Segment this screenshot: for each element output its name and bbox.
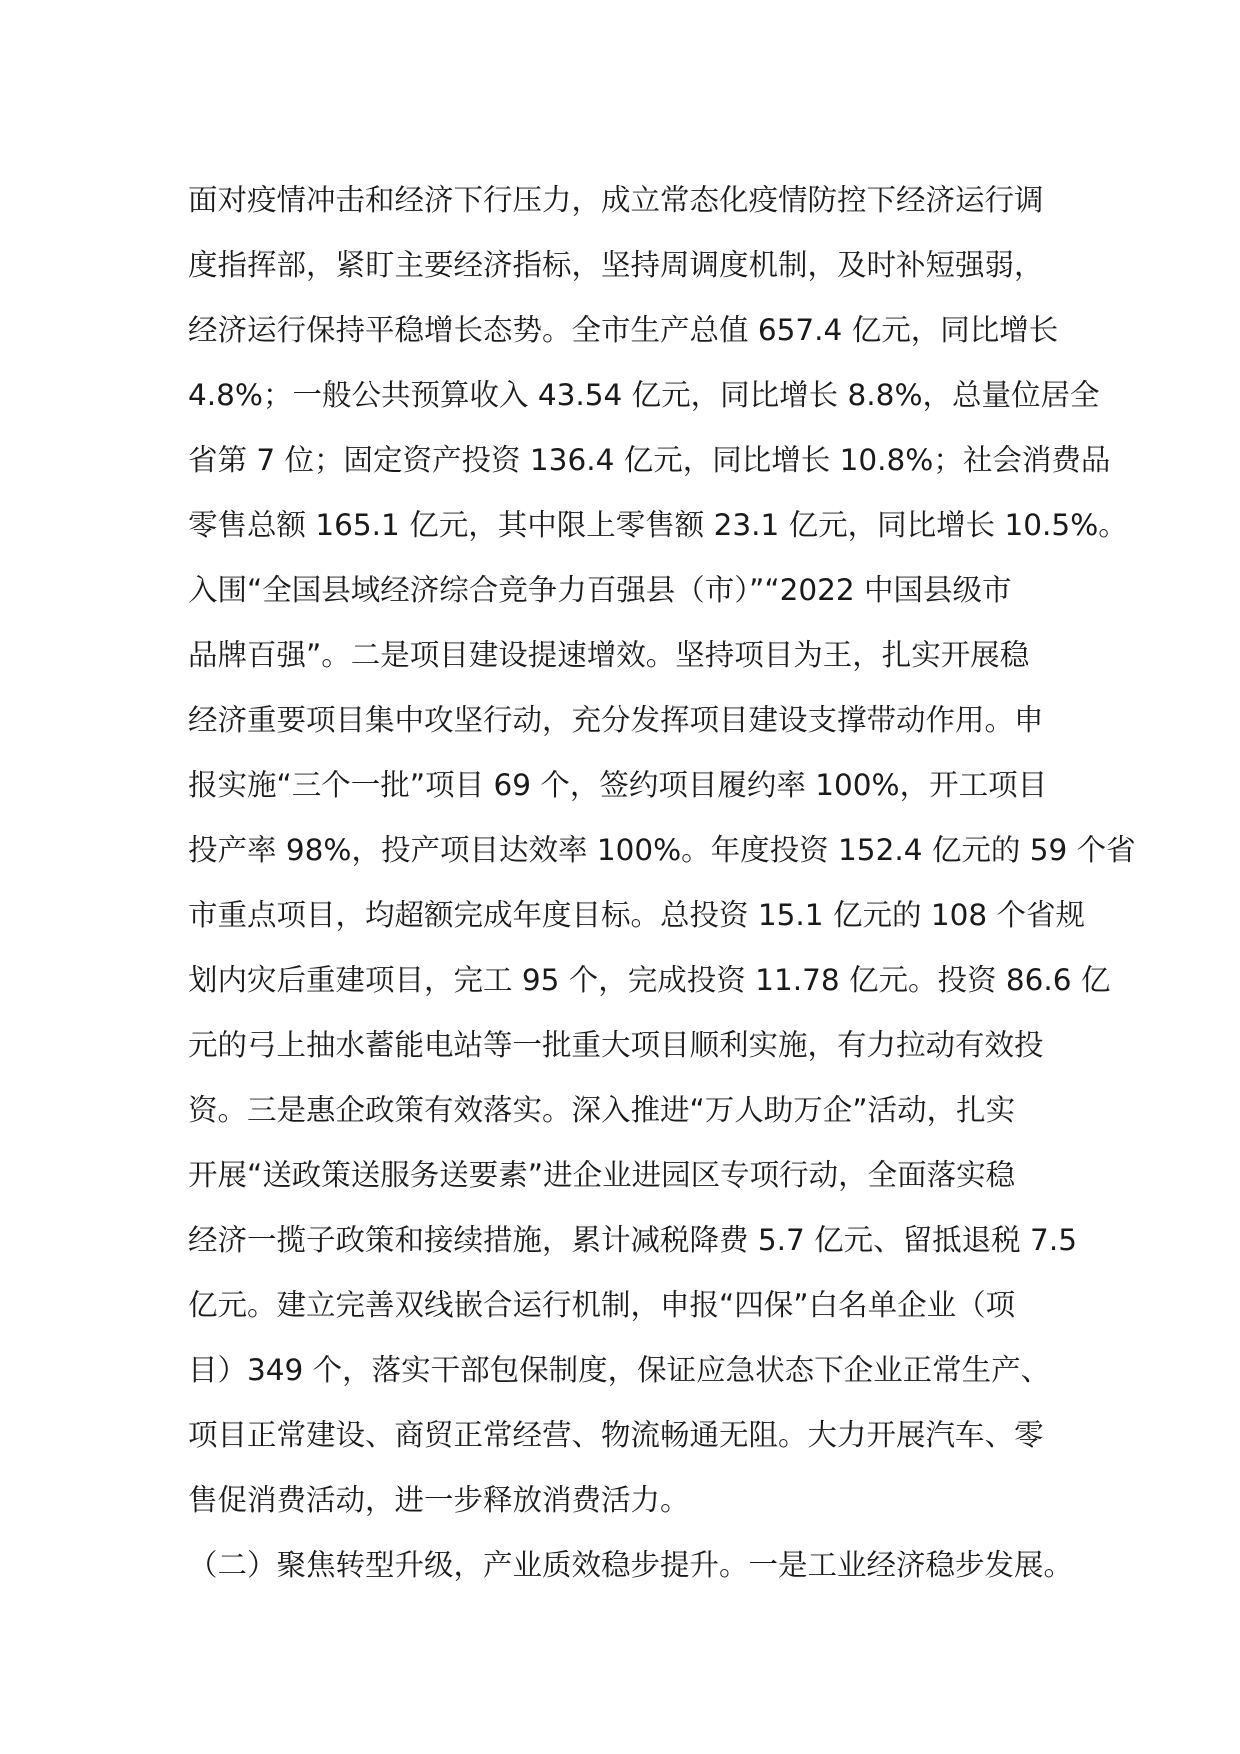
text-line: 项目正常建设、商贸正常经营、物流畅通无阻。大力开展汽车、零 [188,1418,1044,1452]
body-text [188,168,1136,1598]
text-line: 经济一揽子政策和接续措施，累计减税降费 5.7 亿元、留抵退税 7.5 [188,1223,1077,1257]
text-line: 零售总额 165.1 亿元，其中限上零售额 23.1 亿元，同比增长 10.5%。 [188,508,1128,542]
text-line: 售促消费活动，进一步释放消费活力。 [188,1483,690,1517]
text-line: 元的弓上抽水蓄能电站等一批重大项目顺利实施，有力拉动有效投 [188,1028,1044,1062]
text-line: 经济运行保持平稳增长态势。全市生产总值 657.4 亿元，同比增长 [188,313,1059,347]
text-line: 目）349 个，落实干部包保制度，保证应急状态下企业正常生产、 [188,1353,1051,1387]
text-line: 报实施“三个一批”项目 69 个，签约项目履约率 100%，开工项目 [188,768,1048,802]
section-heading-line: （二）聚焦转型升级，产业质效稳步提升。一是工业经济稳步发展。 [188,1548,1074,1582]
text-line: 度指挥部，紧盯主要经济指标，坚持周调度机制，及时补短强弱， [188,248,1044,282]
text-line: 开展“送政策送服务送要素”进企业进园区专项行动，全面落实稳 [188,1158,1016,1192]
text-line: 入围“全国县域经济综合竞争力百强县（市）”“2022 中国县级市 [188,573,1012,607]
text-line: 市重点项目，均超额完成年度目标。总投资 15.1 亿元的 108 个省规 [188,898,1085,932]
text-line: 品牌百强”。二是项目建设提速增效。坚持项目为王，扎实开展稳 [188,638,1030,672]
text-line: 4.8%；一般公共预算收入 43.54 亿元，同比增长 8.8%，总量位居全 [188,378,1100,412]
text-line: 省第 7 位；固定资产投资 136.4 亿元，同比增长 10.8%；社会消费品 [188,443,1111,477]
text-line: 资。三是惠企政策有效落实。深入推进“万人助万企”活动，扎实 [188,1093,1016,1127]
text-line: 面对疫情冲击和经济下行压力，成立常态化疫情防控下经济运行调 [188,183,1044,217]
text-line: 经济重要项目集中攻坚行动，充分发挥项目建设支撑带动作用。申 [188,703,1044,737]
text-line: 亿元。建立完善双线嵌合运行机制，申报“四保”白名单企业（项 [188,1288,1016,1322]
text-line: 划内灾后重建项目，完工 95 个，完成投资 11.78 亿元。投资 86.6 亿 [188,963,1111,997]
text-line: 投产率 98%，投产项目达效率 100%。年度投资 152.4 亿元的 59 个省 [188,833,1136,867]
